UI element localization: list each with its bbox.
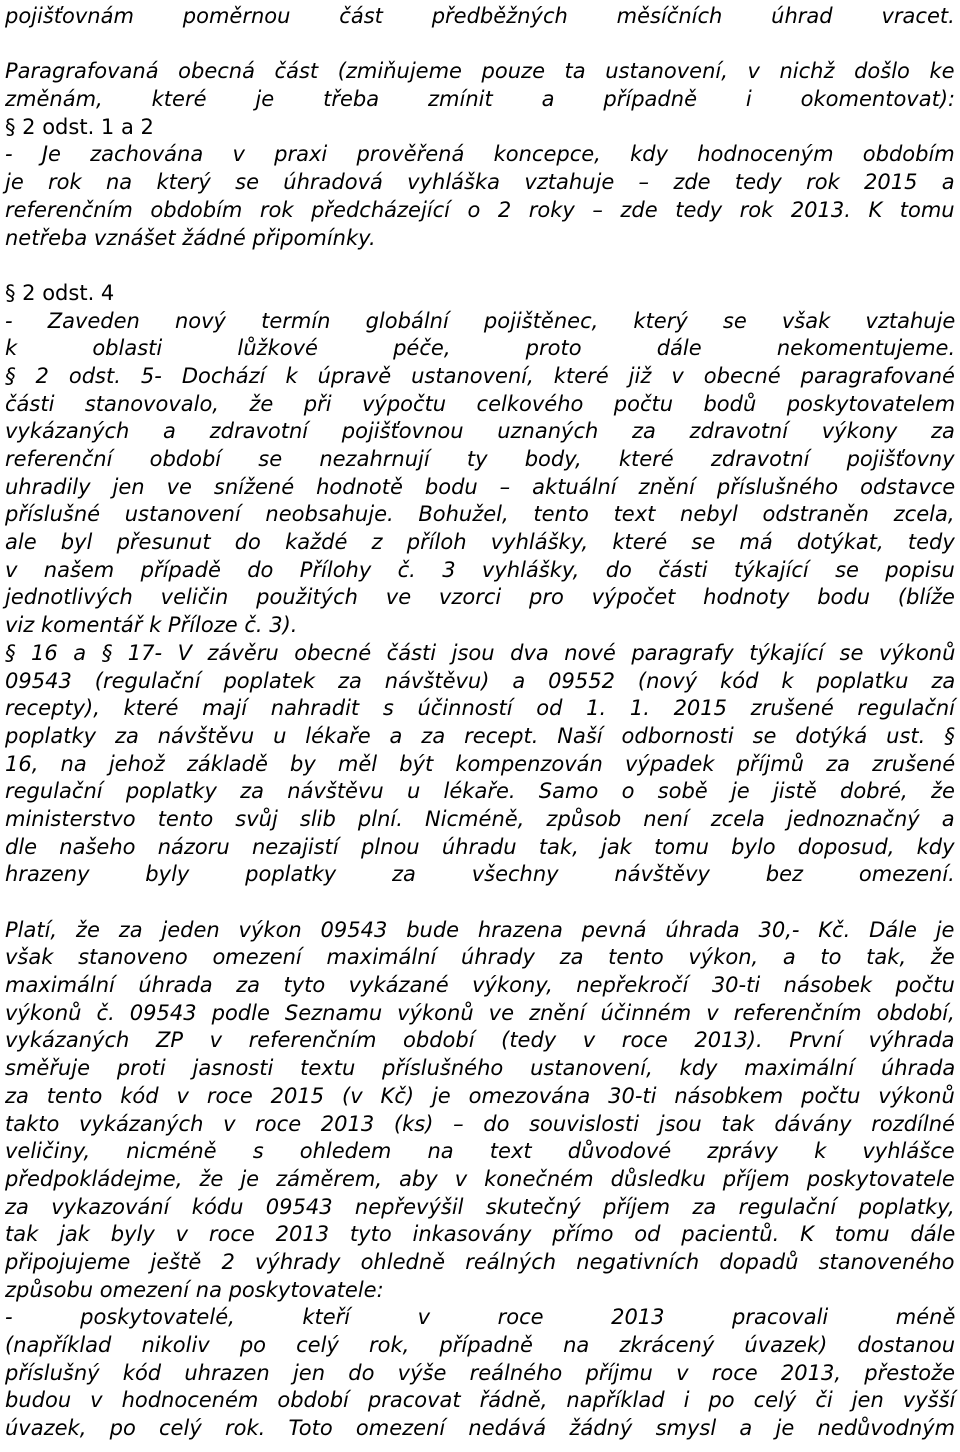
blank-line (5, 252, 955, 280)
text-line: pojišťovnám poměrnou část předběžných měsíčních úhrad vracet. (5, 4, 955, 28)
text-line: 16, na jehož základě by měl být kompenzován výpadek příjmů za zrušené (5, 751, 956, 776)
text-line: Paragrafovaná obecná část (zmiňujeme pouze ta ustanovení, v nichž došlo ke (5, 59, 955, 84)
text-line: maximální úhrada za tyto vykázané výkony, nepřekročí 30-ti násobek počtu (5, 973, 955, 998)
text-line: tak jak byly v roce 2013 tyto inkasovány přímo od pacientů. K tomu dále (5, 1222, 956, 1247)
text-line: takto vykázaných v roce 2013 (ks) – do souvislosti jsou tak dávány rozdílné (5, 1111, 955, 1136)
text-line: je rok na který se úhradová vyhláška vztahuje – zde tedy rok 2015 a (5, 170, 955, 195)
text-line: za vykazování kódu 09543 nepřevýšil skutečný příjem za regulační poplatky, (5, 1194, 955, 1219)
text-line: připojujeme ještě 2 výhrady ohledně reálných negativních dopadů stanoveného (5, 1249, 955, 1274)
text-line: - Je zachována v praxi prověřená koncepce, kdy hodnoceným obdobím (5, 142, 955, 167)
text-line: uhradily jen ve snížené hodnotě bodu – aktuální znění příslušného odstavce (5, 474, 956, 499)
text-line: 09543 (regulační poplatek za návštěvu) a 09552 (nový kód k poplatku za (5, 668, 956, 693)
text-line: hrazeny byly poplatky za všechny návštěvy bez omezení. (5, 862, 955, 887)
text-line: změnám, které je třeba zmínit a případně i okomentovat): (5, 87, 956, 112)
text-line: netřeba vznášet žádné připomínky. (5, 225, 376, 250)
text-line: ale byl přesunut do každé z příloh vyhlášky, které se má dotýkat, tedy (5, 530, 955, 555)
text-line: části stanovovalo, že při výpočtu celkového počtu bodů poskytovatelem (5, 391, 956, 416)
text-line: předpokládejme, že je záměrem, aby v konečném důsledku příjem poskytovatele (5, 1166, 955, 1191)
text-line: způsobu omezení na poskytovatele: (5, 1277, 384, 1302)
text-line: - Zaveden nový termín globální pojištěnec, který se však vztahuje (5, 308, 956, 333)
text-line: ministerstvo tento svůj slib plní. Nicméně, způsob není zcela jednoznačný a (5, 806, 955, 831)
text-line: § 2 odst. 4 (5, 280, 115, 305)
text-line: § 2 odst. 1 a 2 (5, 114, 154, 139)
text-line: v našem případě do Přílohy č. 3 vyhlášky, do části týkající se popisu (5, 557, 955, 582)
text-line: příslušný kód uhrazen jen do výše reálného příjmu v roce 2013, přestože (5, 1360, 956, 1385)
text-line: příslušné ustanovení neobsahuje. Bohužel, tento text nebyl odstraněn zcela, (5, 502, 955, 527)
document-body (5, 3, 955, 1443)
text-line: dle našeho názoru nezajistí plnou úhradu tak, jak tomu bylo doposud, kdy (5, 834, 955, 859)
blank-line (5, 889, 955, 917)
text-line: § 16 a § 17- V závěru obecné části jsou dva nové paragrafy týkající se výkonů (5, 640, 956, 665)
text-line: referenčním obdobím rok předcházející o 2 roky – zde tedy rok 2013. K tomu (5, 197, 955, 222)
text-line: recepty), které mají nahradit s účinností od 1. 1. 2015 zrušené regulační (5, 696, 956, 721)
text-line: Platí, že za jeden výkon 09543 bude hrazena pevná úhrada 30,- Kč. Dále je (5, 917, 955, 942)
text-line: budou v hodnoceném období pracovat řádně, například i po celý či jen vyšší (5, 1388, 956, 1413)
text-line: úvazek, po celý rok. Toto omezení nedává žádný smysl a je nedůvodným (5, 1416, 956, 1441)
text-line: veličiny, nicméně s ohledem na text důvodové zprávy k vyhlášce (5, 1139, 955, 1164)
text-line: jednotlivých veličin použitých ve vzorci pro výpočet hodnoty bodu (blíže (5, 585, 955, 610)
text-line: za tento kód v roce 2015 (v Kč) je omezována 30-ti násobkem počtu výkonů (5, 1083, 955, 1108)
text-line: směřuje proti jasnosti textu příslušného ustanovení, kdy maximální úhrada (5, 1056, 956, 1081)
text-line: § 2 odst. 5- Dochází k úpravě ustanovení, které již v obecné paragrafované (5, 363, 955, 388)
text-line: (například nikoliv po celý rok, případně na zkrácený úvazek) dostanou (5, 1333, 956, 1357)
text-line: referenční období se nezahrnují ty body, které zdravotní pojišťovny (5, 447, 955, 471)
text-line: - poskytovatelé, kteří v roce 2013 pracovali méně (5, 1305, 956, 1330)
text-line: k oblasti lůžkové péče, proto dále nekomentujeme. (5, 336, 956, 361)
text-line: vykázaných a zdravotní pojišťovnou uznaných za zdravotní výkony za (5, 419, 955, 444)
text-line: vykázaných ZP v referenčním období (tedy v roce 2013). První výhrada (5, 1028, 955, 1053)
text-line: výkonů č. 09543 podle Seznamu výkonů ve znění účinném v referenčním období, (5, 1000, 955, 1025)
text-line: viz komentář k Příloze č. 3). (5, 613, 298, 638)
text-line: však stanoveno omezení maximální úhrady za tento výkon, a to tak, že (5, 945, 955, 970)
text-line: poplatky za návštěvu u lékaře a za recept. Naší odbornosti se dotýká ust. § (5, 723, 955, 748)
text-line: regulační poplatky za návštěvu u lékaře. Samo o sobě je jistě dobré, že (5, 779, 955, 804)
blank-line (5, 31, 955, 59)
